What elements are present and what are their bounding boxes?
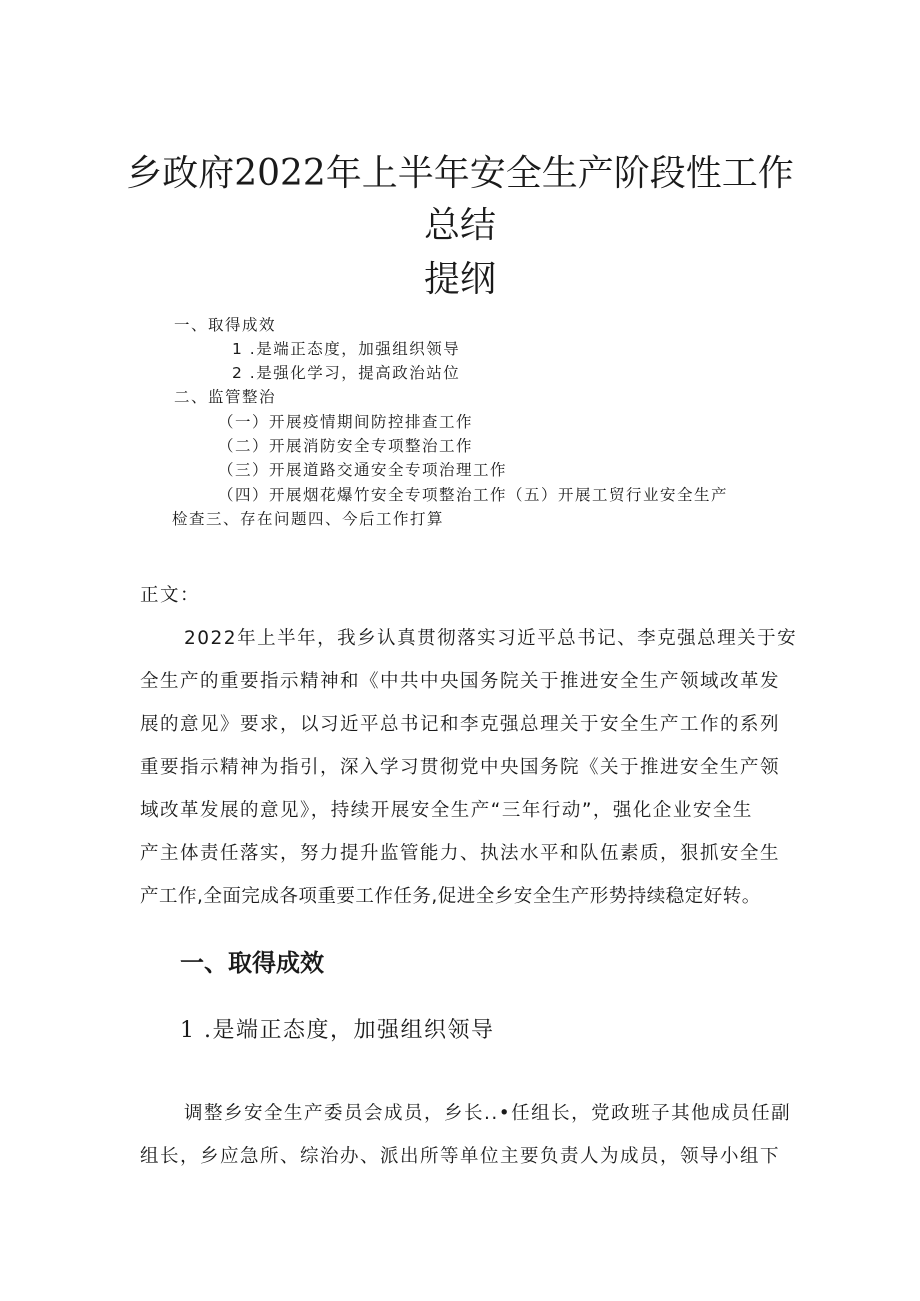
- body-label: 正文：: [140, 585, 201, 606]
- outline-item: （二）开展消防安全专项整治工作: [218, 437, 474, 455]
- subsection-heading: 1 .是端正态度，加强组织领导: [180, 1018, 495, 1043]
- paragraph-line: 全生产的重要指示精神和《中共中央国务院关于推进安全生产领域改革发: [140, 671, 781, 692]
- outline-item: 1 .是端正态度，加强组织领导: [232, 340, 461, 358]
- paragraph-line: 产主体责任落实，努力提升监管能力、执法水平和队伍素质，狠抓安全生: [140, 843, 781, 864]
- section-heading: 一、取得成效: [180, 949, 324, 977]
- paragraph-line: 重要指示精神为指引，深入学习贯彻党中央国务院《关于推进安全生产领: [140, 757, 781, 778]
- document-title-line-2: 总结: [423, 205, 496, 246]
- outline-item: 一、取得成效: [174, 316, 277, 334]
- outline-item: （一）开展疫情期间防控排查工作: [218, 413, 474, 431]
- outline-item: 检查三、存在问题四、今后工作打算: [172, 510, 445, 528]
- paragraph-line: 组长，乡应急所、综治办、派出所等单位主要负责人为成员，领导小组下: [140, 1146, 781, 1167]
- document-title-line-3: 提纲: [423, 259, 496, 300]
- outline-item: （四）开展烟花爆竹安全专项整治工作（五）开展工贸行业安全生产: [218, 486, 729, 504]
- document-title-line-1: 乡政府2022年上半年安全生产阶段性工作: [126, 153, 794, 194]
- paragraph-line: 调整乡安全生产委员会成员，乡长..•任组长，党政班子其他成员任副: [184, 1103, 792, 1124]
- paragraph-line: 域改革发展的意见》，持续开展安全生产“三年行动”，强化企业安全生: [140, 800, 753, 821]
- outline-item: （三）开展道路交通安全专项治理工作: [218, 461, 508, 479]
- paragraph-line: 2022年上半年，我乡认真贯彻落实习近平总书记、李克强总理关于安: [184, 628, 798, 649]
- outline-item: 二、监管整治: [174, 388, 277, 406]
- outline-item: 2 .是强化学习，提高政治站位: [232, 364, 461, 382]
- paragraph-line: 产工作,全面完成各项重要工作任务,促进全乡安全生产形势持续稳定好转。: [140, 886, 761, 907]
- paragraph-line: 展的意见》要求，以习近平总书记和李克强总理关于安全生产工作的系列: [140, 714, 781, 735]
